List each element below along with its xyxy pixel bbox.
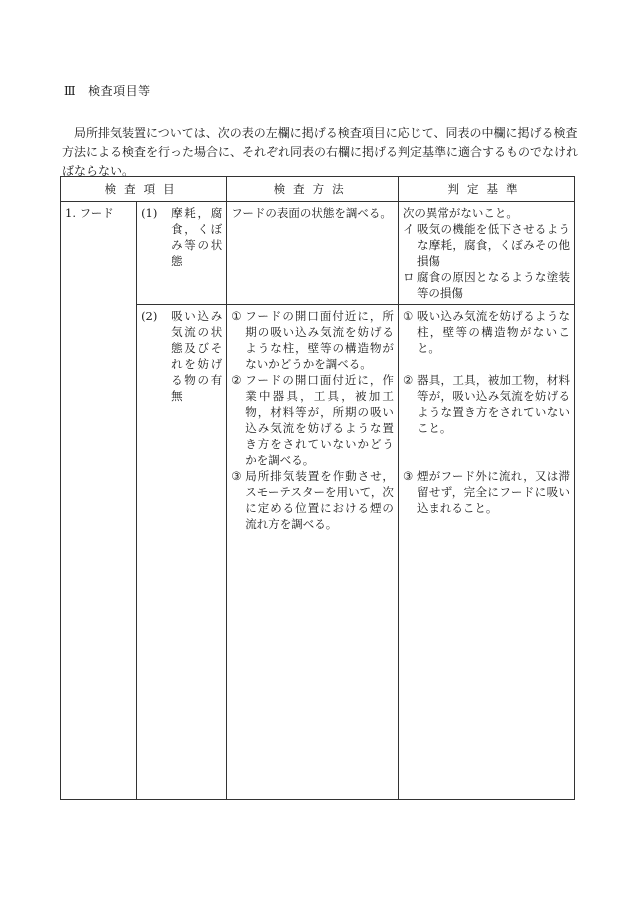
- item-cell: [137, 305, 227, 800]
- criteria-marker: イ: [402, 222, 415, 236]
- item-number: (2): [141, 309, 158, 323]
- criteria-item: [403, 372, 570, 436]
- criteria-text: 煙がフード外に流れ，又は滞留せず，完全にフードに吸い込まれること。: [416, 469, 570, 515]
- criteria-text: 腐食の原因となるような塗装等の損傷: [416, 270, 570, 300]
- item-cell: [137, 202, 227, 305]
- criteria-text: 吸い込み気流を妨げるような柱，壁等の構造物がないこと。: [416, 309, 570, 355]
- method-item: [231, 308, 394, 372]
- method-text: フードの開口面付近に，作業中器具，工具，被加工物，材料等が，所期の吸い込み気流を妨げるような置き方をされていないかどうかを調べる。: [245, 373, 394, 467]
- header-inspection-method: 検査方法: [227, 177, 399, 202]
- section-heading: [64, 82, 151, 99]
- method-item: [231, 372, 394, 468]
- criteria-item: [403, 221, 570, 269]
- method-marker: ②: [231, 373, 242, 387]
- criteria-cell: [398, 202, 574, 305]
- method-text: 局所排気装置を作動させ，スモーテスターを用いて，次に定める位置における煙の流れ方を調べる。: [245, 469, 394, 531]
- method-cell: [227, 202, 399, 305]
- criteria-cell: [398, 305, 574, 800]
- item-text: 吸い込み気流の状態及びそれを妨げる物の有無: [171, 309, 223, 403]
- method-text: フードの表面の状態を調べる。: [231, 206, 392, 220]
- method-item: [231, 468, 394, 532]
- header-inspection-item: 検査項目: [61, 177, 227, 202]
- table-row: [61, 202, 575, 305]
- inspection-table: [60, 176, 575, 800]
- criteria-marker: ②: [402, 373, 414, 387]
- section-title: 検査項目等: [88, 84, 151, 98]
- method-cell: [227, 305, 399, 800]
- criteria-marker: ③: [402, 469, 414, 483]
- method-marker: ③: [231, 469, 242, 483]
- table-header-row: [61, 177, 575, 202]
- table-row: [61, 305, 575, 800]
- criteria-text: 吸気の機能を低下させるような摩耗，腐食，くぼみその他損傷: [416, 222, 570, 268]
- intro-paragraph: 局所排気装置については、次の表の左欄に掲げる検査項目に応じて、同表の中欄に掲げる検査方法による検査を行った場合に、それぞれ同表の右欄に掲げる判定基準に適合するものでなければならない。: [62, 126, 579, 178]
- criteria-item: [403, 468, 570, 516]
- method-marker: ①: [231, 309, 242, 323]
- criteria-item: [403, 269, 570, 301]
- section-number: Ⅲ: [64, 84, 77, 98]
- item-text: 摩耗，腐食，くぼみ等の状態: [171, 206, 223, 268]
- criteria-text: 器具，工具，被加工物，材料等が，吸い込み気流を妨げるような置き方をされていないこと。: [416, 373, 570, 435]
- criteria-intro: 次の異常がないこと。: [402, 206, 518, 220]
- method-text: フードの開口面付近に，所期の吸い込み気流を妨げるような柱，壁等の構造物がないかどうかを調べる。: [245, 309, 394, 371]
- criteria-marker: ①: [402, 309, 414, 323]
- category-cell: 1. フード: [61, 202, 137, 800]
- criteria-item: [403, 308, 570, 356]
- criteria-marker: ロ: [402, 270, 415, 284]
- header-criteria: 判定基準: [398, 177, 574, 202]
- item-number: (1): [141, 206, 158, 220]
